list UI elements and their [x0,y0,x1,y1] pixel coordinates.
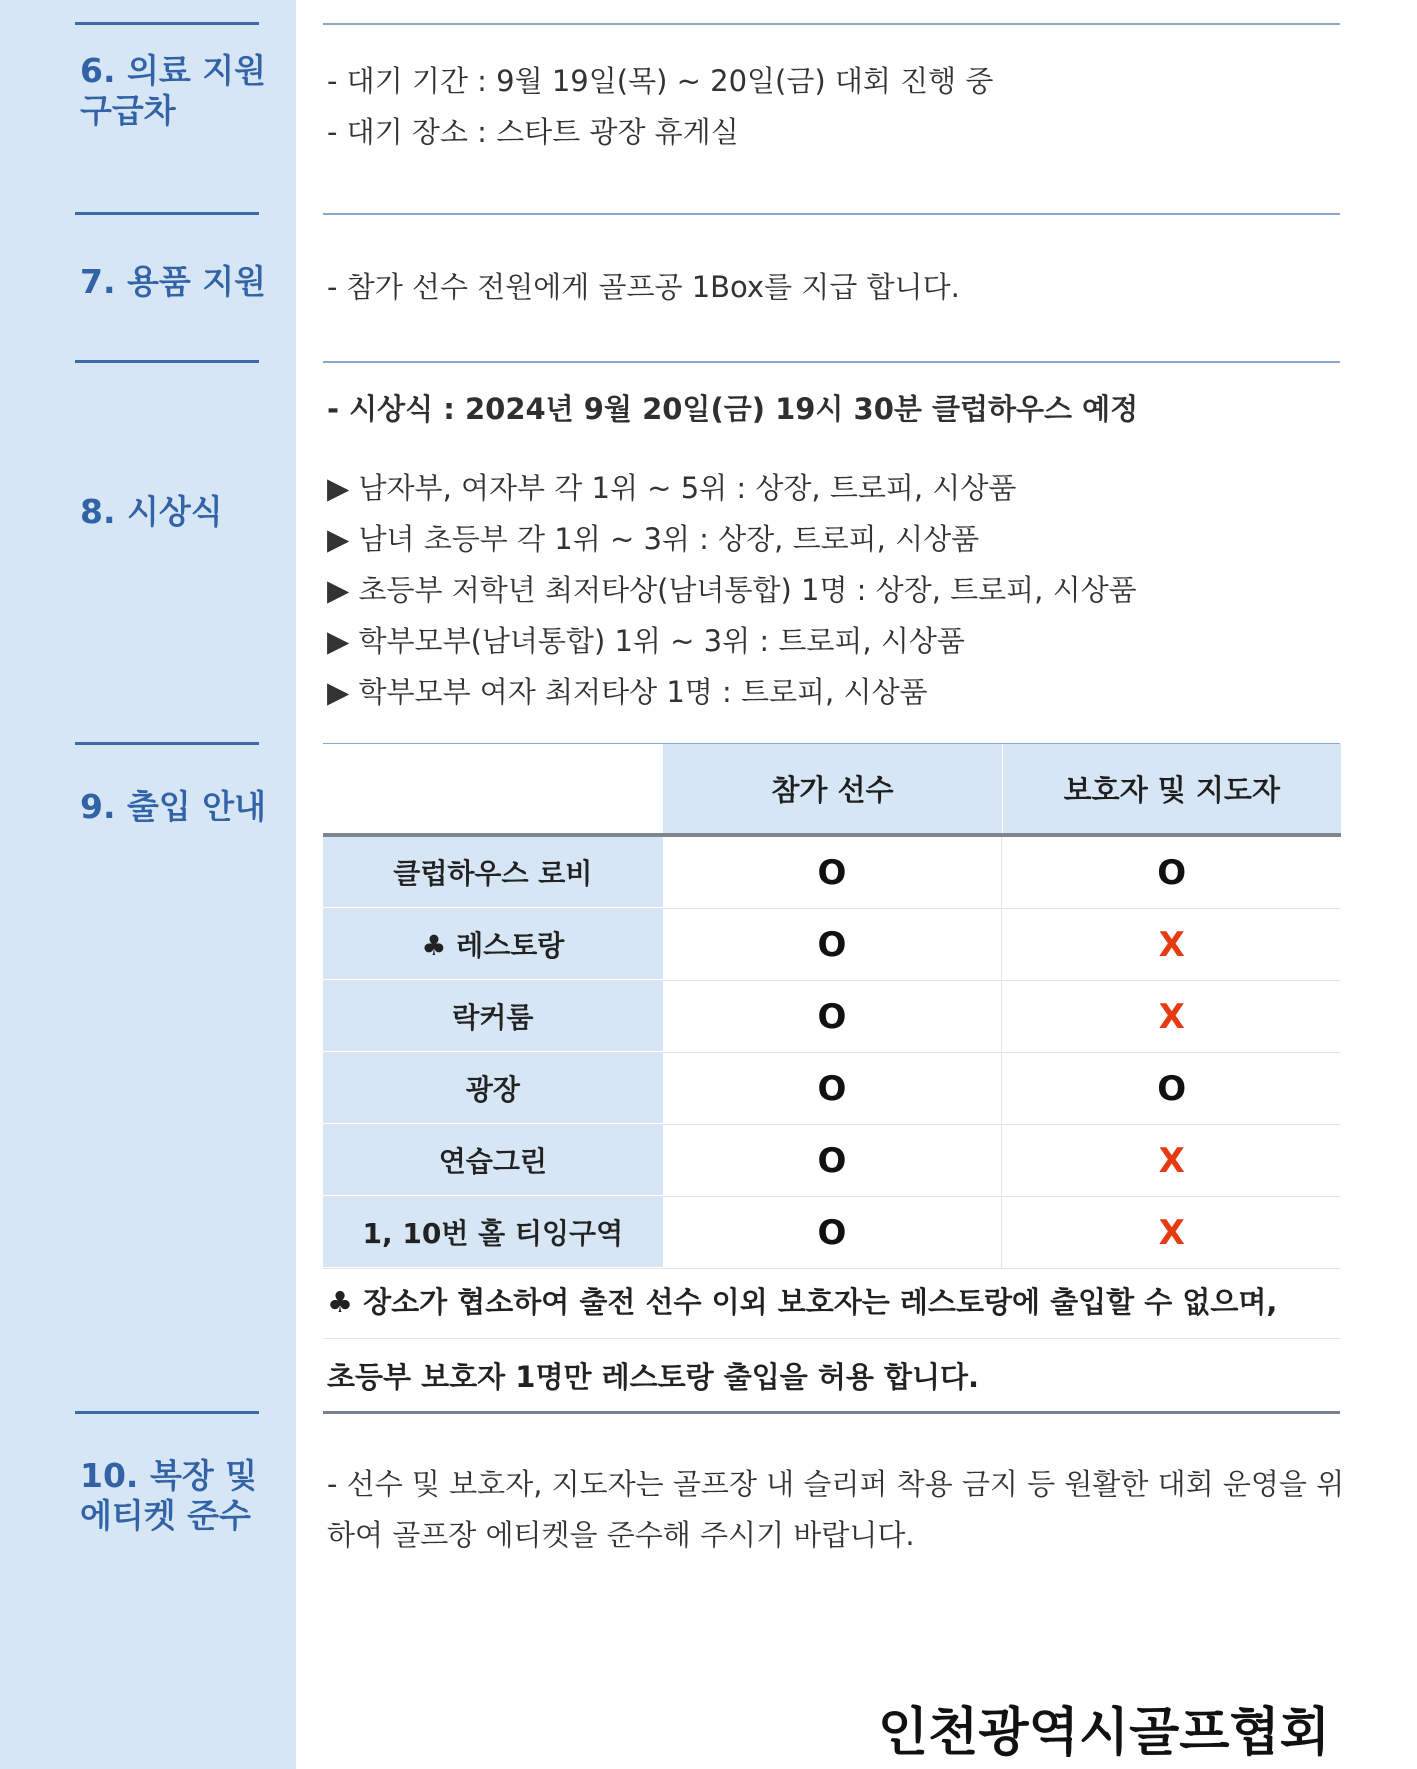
table-row [323,1053,1341,1125]
table-row [323,909,1341,981]
guardian-access-mark: X [1158,996,1185,1037]
table-row [323,1125,1341,1197]
section-10-line-2: 하여 골프장 에티켓을 준수해 주시기 바랍니다. [327,1518,915,1552]
section-10-side-rule [75,1411,259,1414]
section-8-rule [323,361,1340,363]
guardian-access-mark: X [1158,924,1185,965]
award-item: ▶ 초등부 저학년 최저타상(남녀통합) 1명 : 상장, 트로피, 시상품 [327,573,1137,607]
place-cell: 클럽하우스 로비 [323,837,663,908]
access-note-2: 초등부 보호자 1명만 레스토랑 출입을 허용 합니다. [327,1360,980,1394]
guardian-access-mark: X [1158,1140,1185,1181]
section-8-side-rule [75,360,259,363]
place-cell: ♣ 레스토랑 [323,909,663,980]
section-8-title: 8. 시상식 [80,492,223,531]
player-access-mark: O [663,1053,1003,1124]
player-access-mark: O [663,1197,1003,1268]
award-item: ▶ 남자부, 여자부 각 1위 ~ 5위 : 상장, 트로피, 시상품 [327,471,1017,505]
section-7-rule [323,213,1340,215]
note-separator [323,1338,1340,1339]
section-7-line-1: - 참가 선수 전원에게 골프공 1Box를 지급 합니다. [327,270,960,304]
place-cell: 락커룸 [323,981,663,1052]
section-7-side-rule [75,212,259,215]
place-cell: 1, 10번 홀 티잉구역 [323,1197,663,1268]
player-access-mark: O [663,909,1003,980]
guardian-access-mark: O [1157,1068,1187,1109]
award-item: ▶ 학부모부 여자 최저타상 1명 : 트로피, 시상품 [327,675,928,709]
player-access-mark: O [663,981,1003,1052]
organization-name: 인천광역시골프협회 [877,1703,1330,1763]
section-6-title: 6. 의료 지원 구급차 [80,51,266,130]
header-empty-cell [323,744,662,833]
header-guardian: 보호자 및 지도자 [1003,744,1341,833]
award-item: ▶ 학부모부(남녀통합) 1위 ~ 3위 : 트로피, 시상품 [327,624,965,658]
table-row [323,1197,1341,1269]
player-access-mark: O [663,1125,1003,1196]
header-player: 참가 선수 [662,744,1002,833]
section-6-side-rule [75,22,259,25]
player-access-mark: O [663,837,1003,908]
table-row [323,837,1341,909]
section-10-line-1: - 선수 및 보호자, 지도자는 골프장 내 슬리퍼 착용 금지 등 원활한 대회 운영을 위 [327,1467,1345,1501]
section-7-title: 7. 용품 지원 [80,262,266,301]
section-6-rule [323,23,1340,25]
awards-ceremony-headline: - 시상식 : 2024년 9월 20일(금) 19시 30분 클럽하우스 예정 [327,392,1139,426]
place-cell: 광장 [323,1053,663,1124]
section-6-line-2: - 대기 장소 : 스타트 광장 휴게실 [327,115,739,149]
section-10-rule [323,1411,1340,1414]
place-cell: 연습그린 [323,1125,663,1196]
guardian-access-mark: X [1158,1212,1185,1253]
section-10-title: 10. 복장 및 에티켓 준수 [80,1456,258,1535]
access-table-header [323,744,1341,837]
section-9-title: 9. 출입 안내 [80,787,266,826]
table-row [323,981,1341,1053]
guardian-access-mark: O [1157,852,1187,893]
access-note-1: ♣ 장소가 협소하여 출전 선수 이외 보호자는 레스토랑에 출입할 수 없으며, [327,1285,1278,1319]
award-item: ▶ 남녀 초등부 각 1위 ~ 3위 : 상장, 트로피, 시상품 [327,522,980,556]
section-9-side-rule [75,742,259,745]
access-table [323,744,1341,1269]
section-6-line-1: - 대기 기간 : 9월 19일(목) ~ 20일(금) 대회 진행 중 [327,64,994,98]
